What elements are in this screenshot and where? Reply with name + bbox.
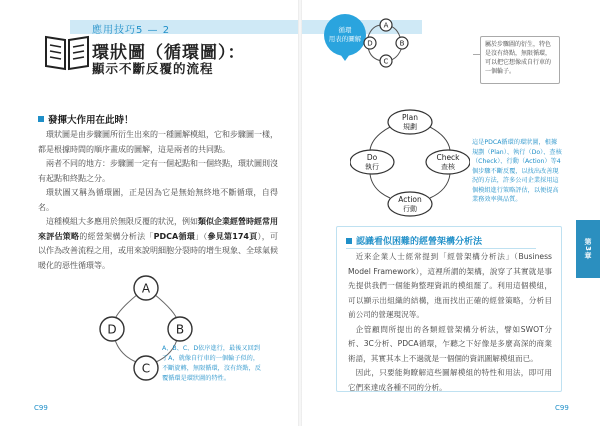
section-kicker: 應用技巧5 — 2 — [92, 25, 171, 36]
mini-cycle-diagram — [360, 17, 412, 69]
p4-bold-b: PDCA循環 — [153, 231, 195, 241]
info-box-title — [346, 233, 536, 249]
badge-line-2: 用表的圖解 — [328, 35, 362, 43]
node-b: B — [175, 322, 185, 337]
mini-node-c: C — [383, 57, 389, 66]
p4-text-b: 的經營架構分析法「 — [79, 231, 154, 241]
p4-text-d: ），可以作為改善流程之用，或用來說明細胞分裂時的增生現象、全球氣候暖化的惡性循環等。 — [38, 231, 279, 270]
pdca-do-zh: 執行 — [365, 163, 379, 171]
bullet-square-icon — [346, 238, 352, 244]
node-a: A — [141, 281, 151, 296]
left-paragraph-3: 環狀圖又稱為循環圖，正是因為它是無始無終地不斷循環，自得名。 — [38, 188, 278, 212]
open-book-icon — [44, 33, 90, 71]
pdca-plan: Plan — [402, 113, 418, 122]
right-paragraph-1: 近來企業人士經常提到「經營架構分析法」（Business Model Framework），這裡所謂的架構，說穿了其實就是事先提供我們一個能夠整理資訊的模組罷了。利用這個模組，可以顯示出組織的結構，進而找出正確的經營策略，分析目前公司的營運現況等。 — [348, 252, 552, 319]
section-heading-text: 發揮大作用在此時！ — [48, 115, 134, 126]
pdca-action-zh: 行動 — [403, 205, 417, 213]
right-paragraph-3: 因此，只要能夠瞭解這些圖解模組的特性和用法，即可用它們來達成各種不同的分析。 — [348, 368, 552, 392]
page-number-right: C99 — [555, 404, 569, 412]
p4-bold-c: 參見第174頁 — [207, 231, 258, 241]
pdca-check-zh: 查核 — [441, 163, 455, 171]
badge-pointer — [340, 54, 350, 61]
section-heading — [38, 112, 134, 126]
info-box-title-text: 認識看似困難的經營架構分析法 — [356, 237, 483, 247]
pdca-caption: 這是PDCA循環的環狀圖，根據規劃（Plan）、執行（Do）、查核（Check）、行動（Action）等4個步驟不斷反覆，以找出改善現況的方法，許多公司企業採用這個模組進行策略評估，以便提高業務效率與品質。 — [472, 139, 562, 203]
p4-text-a: 這種模組大多應用於無限反覆的狀況，例如 — [46, 217, 198, 226]
pdca-cycle-diagram — [350, 108, 470, 218]
left-paragraph-4 — [38, 215, 278, 273]
pdca-do: Do — [366, 153, 378, 162]
page-subtitle: 顯示不斷反覆的流程 — [92, 61, 214, 76]
badge-line-1: 循環 — [338, 26, 352, 34]
node-c: C — [141, 361, 151, 376]
pdca-plan-zh: 規劃 — [403, 123, 417, 131]
p4-text-c: 」（ — [194, 231, 208, 241]
chapter-tab: 第3章 — [576, 220, 600, 278]
book-gutter — [298, 0, 302, 426]
bullet-square-icon — [38, 116, 44, 122]
pdca-action: Action — [398, 195, 422, 204]
node-d: D — [107, 322, 117, 337]
mini-node-a: A — [383, 21, 389, 30]
page-title: 環狀圖（循環圖）： — [92, 43, 246, 63]
mini-node-b: B — [399, 39, 405, 48]
left-paragraph-2: 兩者不同的地方：步驟圖一定有一個起點和一個終點，環狀圖則沒有起點和終點之分。 — [38, 159, 278, 183]
pdca-check: Check — [436, 153, 460, 162]
tip-box: 屬於步驟圖的衍生，特色是沒有終點，無限循環，可以把它想像成自行車的一個輪子。 — [480, 36, 560, 84]
left-body-text — [38, 128, 278, 273]
mini-node-d: D — [367, 39, 373, 48]
right-paragraph-2: 企管顧問所提出的各類經營架構分析法，譬如SWOT分析、3C分析、PDCA循環，乍聽之下好像是多麼高深的商業術語，其實其本上不過就是一個個的資訊圖解模組而已。 — [348, 324, 552, 363]
left-paragraph-1: 環狀圖是由步驟圖所衍生出來的一種圖解模組，它和步驟圖一樣，都是根據時間的順序畫成的圖解，這是兩者的共同點。 — [38, 130, 278, 154]
cycle-caption: A、B、C、D依序進行，最後又回到了A，就像自行車的一個輪子似的，不斷旋轉，無限循環，沒有終點，反覆循環是環狀圖的特性。 — [162, 345, 261, 382]
p4-bold-a: 類似企業經營時經常用來評估策略 — [38, 217, 278, 241]
right-body-text — [348, 250, 552, 395]
page-number-left: C99 — [34, 404, 48, 412]
